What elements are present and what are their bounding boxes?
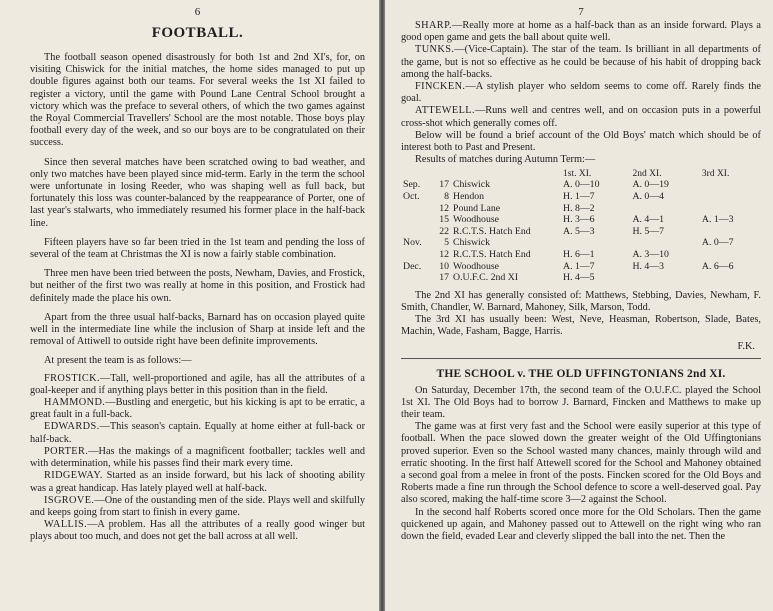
player-description: —A stylish player who seldom seems to come off. Rarely finds the goal.	[401, 81, 761, 105]
result-first-xi	[561, 237, 630, 249]
paragraph: The football season opened disastrously for both 1st and 2nd XI's, for, on visiting Chiswick for the initial matches, the home sides managed to put up double figures against both our teams. For several weeks the 1st XI failed to register a victory, until the game with Pound Lane Central School brought a victory which was the preface to several others, of which the two games against the Royal Commercial Travellers' School are the most notable. Those boys play football every day of the week, and so our boys are to be congratulated on their success.	[30, 52, 365, 149]
results-header-row	[401, 169, 761, 179]
result-second-xi	[630, 272, 699, 284]
column-header	[431, 169, 451, 179]
paragraph: The 3rd XI has usually been: West, Neve, Heasman, Robertson, Slade, Bates, Machin, Wade, Fasham, Bagge, Harris.	[401, 314, 761, 338]
result-day: 22	[439, 225, 449, 237]
result-day: 17	[439, 272, 449, 284]
result-first-xi: H. 8—2	[563, 202, 595, 214]
paragraph: Since then several matches have been scratched owing to bad weather, and only two matches have been played since mid-term. Early in the term the school were unfortunate in losing Reeder, who was shaping well as full back, but fortunately this loss was counter-balanced by the reappearance of Porter, one of last year's stalwarts, who immediately resumed his former place in the half-back line.	[30, 156, 365, 229]
result-opponent: Hendon	[453, 191, 485, 203]
result-third-xi	[700, 203, 761, 215]
player-entry	[401, 44, 761, 81]
player-entry	[30, 446, 365, 470]
result-day: 12	[439, 202, 449, 214]
result-second-xi: A. 4—1	[632, 214, 665, 226]
result-row	[401, 179, 761, 191]
result-month: Sep.	[403, 179, 421, 191]
player-description: —Has the makings of a magnificent footballer; tackles well and with determination, while his passes find their mark every time.	[30, 445, 365, 470]
player-name: RIDGEWAY.	[44, 470, 103, 482]
result-row	[401, 249, 761, 261]
result-first-xi: H. 1—7	[563, 191, 595, 203]
player-name: FINCKEN.	[415, 81, 466, 93]
player-entry	[30, 519, 365, 543]
player-name: ISGROVE.	[44, 494, 95, 506]
result-month: Nov.	[403, 237, 422, 249]
column-header	[401, 169, 431, 179]
player-description: —Bustling and energetic, but his kicking is apt to be erratic, a great fault in a full-back.	[30, 397, 365, 421]
result-day: 15	[439, 214, 449, 226]
result-second-xi: H. 4—3	[632, 260, 665, 272]
paragraph: Three men have been tried between the posts, Newham, Davies, and Frostick, but neither of the first two was really at home in this position, and Frostick had definitely made the place his own.	[30, 268, 365, 304]
result-first-xi: H. 4—5	[563, 272, 595, 284]
result-opponent: Chiswick	[453, 237, 491, 249]
result-row	[401, 237, 761, 249]
result-day: 17	[439, 179, 449, 191]
result-first-xi: H. 3—6	[563, 214, 595, 226]
paragraph: On Saturday, December 17th, the second team of the O.U.F.C. played the School 1st XI. The Old Boys had to borrow J. Barnard, Fincken and Matthews to make up their team.	[401, 384, 761, 420]
divider	[401, 358, 761, 359]
paragraph: At present the team is as follows:—	[44, 355, 192, 367]
page-number: 7	[578, 6, 584, 18]
result-row	[401, 261, 761, 273]
player-description: Started as an inside forward, but his lack of shooting ability was a great handicap. Has lately played well at half-back.	[30, 470, 365, 494]
result-day: 10	[439, 260, 449, 272]
player-entry	[30, 421, 365, 445]
result-row	[401, 214, 761, 226]
player-entry	[30, 470, 365, 494]
player-name: WALLIS.	[44, 519, 88, 531]
result-second-xi: A. 0—19	[632, 179, 669, 191]
paragraph: Results of matches during Autumn Term:—	[415, 154, 596, 166]
result-row	[401, 226, 761, 238]
player-description: —Really more at home as a half-back than as an inside forward. Plays a good open game and gets the ball about quite well.	[401, 20, 761, 44]
result-third-xi: A. 0—7	[701, 237, 734, 249]
player-name: PORTER.	[44, 445, 89, 457]
player-entry	[401, 20, 761, 44]
paragraph: In the second half Roberts scored once more for the Old Scholars. Then the game quickened up again, and Mahoney passed out to Attewell on the right wing who ran down the field, evaded Lear and cleverly slipped the ball into the net. Then the	[401, 506, 761, 543]
result-third-xi	[700, 179, 761, 191]
result-third-xi: A. 6—6	[701, 260, 734, 272]
result-row	[401, 203, 761, 215]
result-second-xi	[630, 203, 699, 215]
result-opponent: O.U.F.C. 2nd XI	[453, 272, 519, 284]
result-first-xi: A. 1—7	[563, 260, 595, 272]
page-number: 6	[194, 6, 201, 18]
result-opponent: Woodhouse	[453, 260, 500, 272]
right-page	[385, 0, 773, 611]
result-first-xi: H. 6—1	[563, 249, 595, 260]
player-entry	[30, 373, 365, 397]
player-description: —(Vice-Captain). The star of the team. Is brilliant in all departments of the game, but is not so effective as he could be because of his habit of dropping back among the half-backs.	[401, 44, 761, 80]
result-month	[401, 272, 431, 284]
result-first-xi: A. 0—10	[563, 179, 600, 191]
player-description: —One of the oustanding men of the side. Plays well and skilfully and keeps going from start to finish in every game.	[30, 494, 365, 518]
result-opponent: Woodhouse	[453, 214, 500, 226]
result-month: Dec.	[403, 260, 422, 272]
article-title: FOOTBALL.	[151, 25, 244, 41]
result-day: 12	[439, 249, 449, 260]
result-day: 5	[444, 237, 449, 249]
result-month: Oct.	[403, 191, 420, 203]
player-entry	[30, 397, 365, 421]
result-day: 8	[444, 191, 449, 203]
result-second-xi: A. 3—10	[632, 249, 669, 260]
column-header: 1st. XI.	[563, 169, 592, 180]
result-opponent: Chiswick	[453, 179, 491, 191]
result-opponent: R.C.T.S. Hatch End	[453, 225, 531, 237]
result-month	[401, 226, 431, 238]
result-opponent: Pound Lane	[453, 202, 501, 214]
column-header: 2nd XI.	[632, 169, 662, 180]
player-name: SHARP.	[415, 20, 453, 31]
result-opponent: R.C.T.S. Hatch End	[453, 249, 531, 260]
player-entry	[401, 105, 761, 129]
paragraph: Apart from the three usual half-backs, Barnard has on occasion played quite well in the intermediate line while the inclusion of Sharp at inside left and the removal of Attiwell to outside right have been definite improvements.	[30, 311, 365, 348]
result-month	[401, 214, 431, 226]
player-entry	[401, 81, 761, 105]
signature: F.K.	[737, 340, 755, 352]
column-header	[451, 169, 561, 179]
result-third-xi	[700, 249, 761, 261]
player-description: —This season's captain. Equally at home either at full-back or half-back.	[30, 421, 365, 445]
player-description: —Runs well and centres well, and on occasion puts in a powerful cross-shot which generally comes off.	[401, 105, 761, 129]
result-second-xi: H. 5—7	[632, 225, 665, 237]
column-header: 3rd XI.	[701, 169, 730, 180]
result-second-xi: A. 0—4	[632, 191, 665, 203]
result-third-xi: A. 1—3	[701, 214, 734, 226]
paragraph: The game was at first very fast and the School were easily superior at this type of football. When the pace slowed down the greater weight of the Old Uffingtonians proved superior. Even so the School wasted many chances, mainly through wild and erratic shooting. In the first half Attewell scored for the School and Mahoney obtained a second goal from a melee in front of the posts. Fincken scored for the Old Boys and Roberts made a fine run through the School defence to score a well-deserved goal. Pay also scored, making the half-time score 3—2 against the School.	[401, 421, 761, 506]
results-table	[401, 169, 761, 283]
result-first-xi: A. 5—3	[563, 225, 595, 237]
left-page	[0, 0, 379, 611]
result-second-xi	[630, 237, 699, 249]
player-name: HAMMOND.	[44, 397, 106, 409]
player-entry	[30, 495, 365, 519]
player-description: —A problem. Has all the attributes of a really good winger but plays about too much, and does not get the ball across at all well.	[30, 519, 365, 543]
paragraph: The 2nd XI has generally consisted of: Matthews, Stebbing, Davies, Newham, F. Smith, Chandler, W. Barnard, Mahoney, Silk, Marson, Todd.	[401, 289, 761, 313]
player-name: TUNKS.	[415, 44, 455, 56]
player-description: —Tall, well-proportioned and agile, has all the attributes of a goal-keeper and if anything plays better in this position than in the field.	[30, 372, 365, 396]
result-third-xi	[700, 226, 761, 238]
result-month	[401, 203, 431, 215]
player-name: FROSTICK.	[44, 372, 100, 384]
result-third-xi	[700, 191, 761, 203]
paragraph: Below will be found a brief account of the Old Boys' match which should be of interest both to Past and Present.	[401, 129, 761, 154]
result-row	[401, 191, 761, 203]
player-name: ATTEWELL.	[415, 105, 475, 117]
result-third-xi	[700, 272, 761, 284]
paragraph: Fifteen players have so far been tried in the 1st team and pending the loss of several of the team at Christmas the XI is now a fairly stable combination.	[30, 236, 365, 261]
player-name: EDWARDS.	[44, 421, 100, 433]
result-row	[401, 272, 761, 284]
result-month	[401, 249, 431, 261]
match-report-title: THE SCHOOL v. THE OLD UFFINGTONIANS 2nd XI.	[436, 367, 726, 380]
